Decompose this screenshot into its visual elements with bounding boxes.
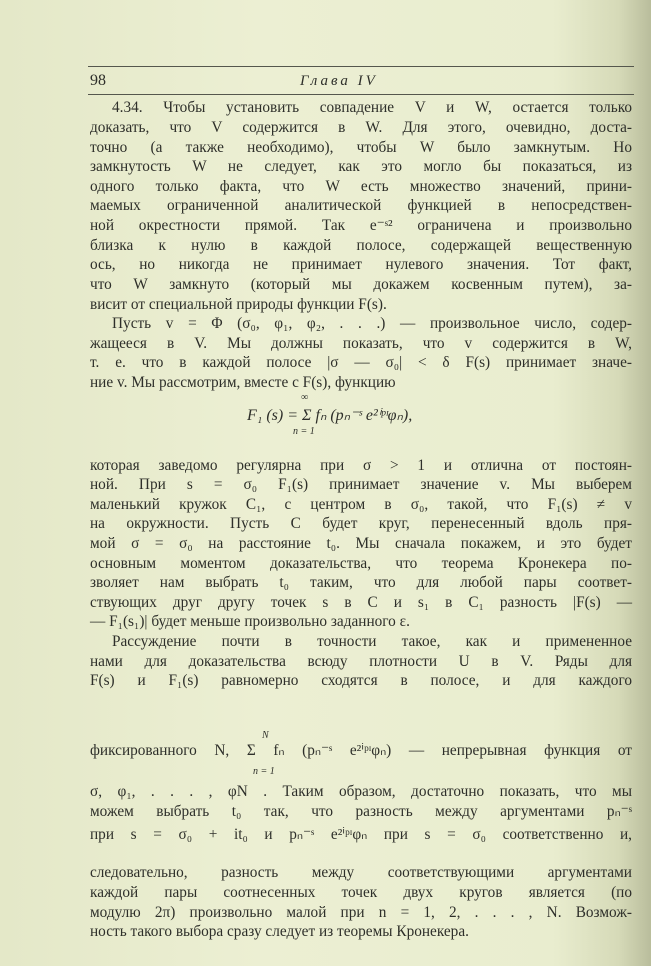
text-line: каждой пары соотнесенных точек двух кругов является (по <box>90 884 632 901</box>
inline-sum-lower-limit: n = 1 <box>253 766 275 777</box>
text-line: маленький кружок C₁, с центром в σ₀, такой, что F₁(s) ≠ v <box>90 496 632 513</box>
header-rule-top <box>88 66 634 67</box>
text-line: которая заведомо регулярна при σ > 1 и отлична от постоян- <box>90 457 632 474</box>
text-line: замкнутость W не следует, как это могло бы показаться, из <box>90 158 632 175</box>
text-line: модулю 2π) произвольно малой при n = 1, 2, . . . , N. Возмож- <box>90 904 632 921</box>
text-line: 4.34. Чтобы установить совпадение V и W, остается только <box>112 99 632 116</box>
text-line: близка к нулю в каждой полосе, содержащей вещественную <box>90 237 632 254</box>
text-line: ствующих друг другу точек s в C и s₁ в C₁ разность |F(s) — <box>90 594 632 611</box>
text-line: ние v. Мы рассмотрим, вместе с F(s), функцию <box>90 374 396 391</box>
text-line: основным моментом доказательства, что теорема Кронекера по- <box>90 555 632 572</box>
text-line: можем выбрать t₀ так, что разность между аргументами pₙ⁻ˢ <box>90 803 632 820</box>
text-line: маемых ограниченной аналитической функцией в непосредствен- <box>90 197 632 214</box>
text-line: фиксированного N, Σ fₙ (pₙ⁻ˢ e²ⁱᵖᶦφₙ) — непрерывная функция от <box>90 742 632 759</box>
text-line: следовательно, разность между соответствующими аргументами <box>90 864 632 881</box>
text-line: точно (а также необходимо), чтобы W было замкнутым. Но <box>90 139 632 156</box>
text-line: ось, но никогда не принимает нулевого значения. Тот факт, <box>90 256 632 273</box>
formula-text: F₁ (s) = Σ fₙ (pₙ⁻ˢ e²ⁱᵖᶦφₙ), <box>247 407 413 424</box>
text-line: что W замкнуто (который мы докажем косвенным путем), за- <box>90 276 632 293</box>
running-head: Глава IV <box>300 73 378 89</box>
text-line: одного только факта, что W есть множество значений, прини- <box>90 178 632 195</box>
text-line: F(s) и F₁(s) равномерно сходятся в полосе, и для каждого <box>90 672 632 689</box>
text-line: Пусть v = Φ (σ₀, φ₁, φ₂, . . .) — произвольное число, содер- <box>112 315 632 332</box>
text-line: при s = σ₀ + it₀ и pₙ⁻ˢ e²ⁱᵖᶦφₙ при s = σ₀ соответственно и, <box>90 826 632 843</box>
text-line: жащееся в V. Мы должны показать, что v содержится в W, <box>90 335 632 352</box>
display-formula <box>247 405 412 425</box>
text-line: — F₁(s₁)| будет меньше произвольно заданного ε. <box>90 613 410 630</box>
text-line: т. е. что в каждой полосе |σ — σ₀| < δ F(s) принимает значе- <box>90 354 632 371</box>
page-number: 98 <box>90 72 106 89</box>
text-line: нами для доказательства всюду плотности U в V. Ряды для <box>90 653 632 670</box>
text-line: ной. При s = σ₀ F₁(s) принимает значение v. Мы выберем <box>90 476 632 493</box>
text-line: доказать, что V содержится в W. Для этого, очевидно, доста- <box>90 119 632 136</box>
text-line: висит от специальной природы функции F(s). <box>90 296 387 313</box>
text-line: на окружности. Пусть C будет круг, перенесенный вдоль пря- <box>90 515 632 532</box>
formula-lower-limit: n = 1 <box>293 426 315 437</box>
text-line: Рассуждение почти в точности такое, как и примененное <box>112 633 632 650</box>
text-line: σ, φ₁, . . . , φN . Таким образом, достаточно показать, что мы <box>90 783 632 800</box>
inline-sum-upper-limit: N <box>262 730 269 741</box>
text-line: ность такого выбора сразу следует из теоремы Кронекера. <box>90 923 469 940</box>
formula-upper-limit: ∞ <box>301 392 309 403</box>
text-line: мой σ = σ₀ на расстояние t₀. Мы сначала покажем, и это будет <box>90 535 632 552</box>
text-line: ной окрестности прямой. Так e⁻ˢ² ограничена и произвольно <box>90 217 632 234</box>
text-line: зволяет нам выбрать t₀ таким, что для любой пары соответ- <box>90 574 632 591</box>
header-rule-bottom <box>88 94 634 95</box>
